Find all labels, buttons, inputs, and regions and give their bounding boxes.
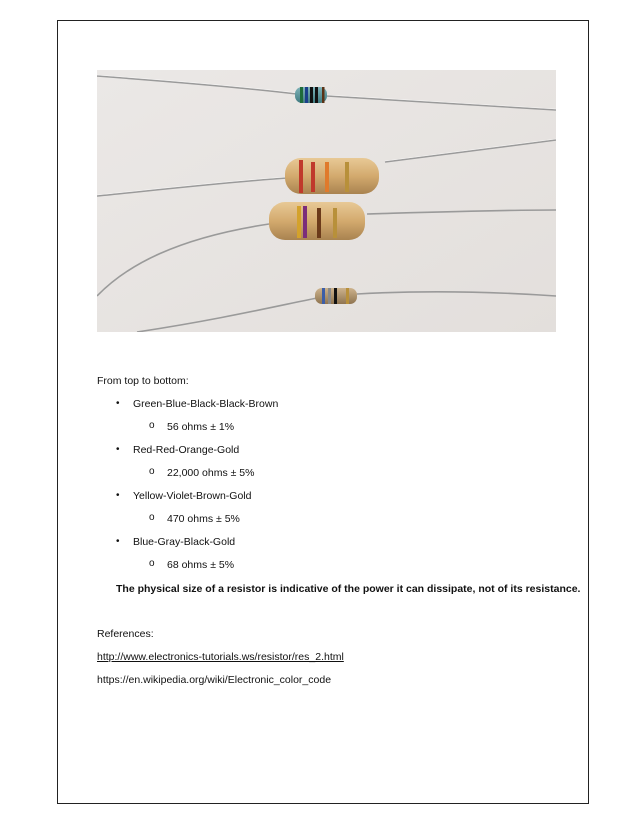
color-code: Green-Blue-Black-Black-Brown [133, 398, 279, 410]
resistance-value: 56 ohms ± 1% [167, 421, 235, 433]
color-code: Red-Red-Orange-Gold [133, 444, 240, 456]
sub-bullet-icon: o [149, 420, 155, 431]
sub-bullet-icon: o [149, 466, 155, 477]
bullet-icon: • [116, 444, 120, 455]
resistors-photo [97, 70, 556, 332]
references-heading: References: [97, 628, 154, 640]
sub-bullet-icon: o [149, 512, 155, 523]
intro-text: From top to bottom: [97, 375, 189, 387]
color-code: Blue-Gray-Black-Gold [133, 536, 236, 548]
resistance-value: 470 ohms ± 5% [167, 513, 240, 525]
bullet-icon: • [116, 536, 120, 547]
sub-bullet-icon: o [149, 558, 155, 569]
bullet-icon: • [116, 490, 120, 501]
bullet-icon: • [116, 398, 120, 409]
resistance-value: 68 ohms ± 5% [167, 559, 235, 571]
resistance-value: 22,000 ohms ± 5% [167, 467, 255, 479]
reference-link-electronics-tutorials[interactable]: http://www.electronics-tutorials.ws/resistor/res_2.html [97, 651, 344, 663]
reference-link-wikipedia[interactable]: https://en.wikipedia.org/wiki/Electronic_color_code [97, 674, 332, 686]
size-note: The physical size of a resistor is indicative of the power it can dissipate, not of its resistance. [116, 583, 581, 595]
color-code: Yellow-Violet-Brown-Gold [133, 490, 252, 502]
